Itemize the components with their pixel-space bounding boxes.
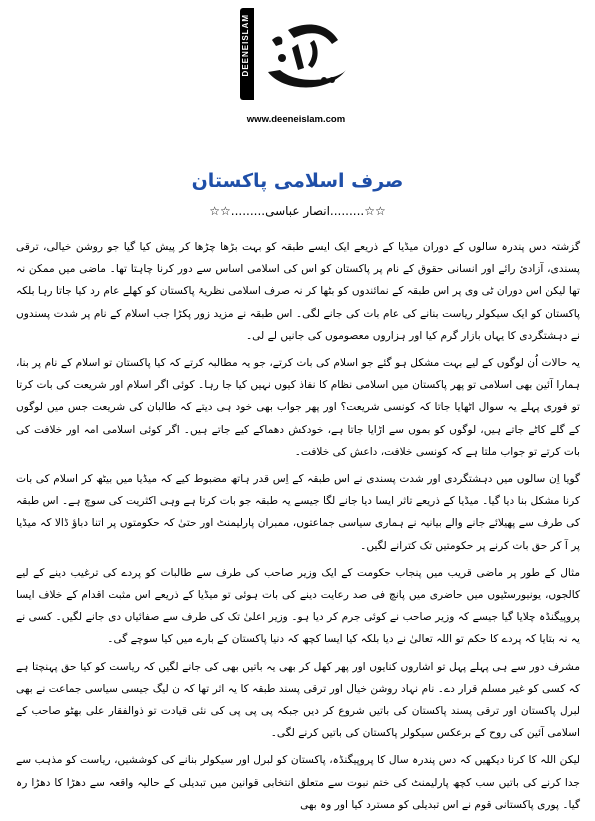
- article-body: [16, 236, 580, 821]
- calligraphy-logo-icon: [258, 10, 353, 100]
- paragraph: گزشتہ دس پندرہ سالوں کے دوران میڈیا کے ذریعے ایک ایسے طبقہ کو بہت بڑھا چڑھا کر پیش کیا گیا جو روشن خیالی، ترقی پسندی، آزادئ رائے اور انسانی حقوق کے نام پر پاکستان کو اس کی اسلامی اساس سے دور کرنا چاہتا تھا۔ ماضی میں ممکن نہ تھا لیکن اس دوران ٹی وی پر اس طبقہ کے نمائندوں کو بٹھا کر نہ صرف اسلامی نظریۂ پاکستان کو کھلے عام رد کیا جاتا رہا بلکہ پاکستان کو ایک سیکولر ریاست بنانے کی عام بات کی جانے لگی۔ اس طبقہ نے مزید زور پکڑا جب اسلام کے نام پر شدت پسندوں نے دہشتگردی کا یہاں بازار گرم کیا اور ہزاروں معصوموں کی جانیں لے لی۔: [16, 241, 580, 342]
- site-url[interactable]: www.deeneislam.com: [246, 114, 346, 125]
- article-title: صرف اسلامی پاکستان: [191, 170, 404, 192]
- paragraph: مثال کے طور پر ماضی قریب میں پنجاب حکومت کے ایک وزیر صاحب کی طرف سے طالبات کو پردے کی ترغیب دینے کے لیے کالجوں، یونیورسٹیوں میں حاضری میں پانچ فی صد رعایت دینے کی بات ہوئی تو میڈیا کے ذریعے اس مثبت اقدام کے خلاف ایسا پروپیگنڈہ چلایا گیا جیسے کہ وزیر صاحب نے کوئی جرم کر دیا ہو۔ وزیر اعلیٰ تک کی طرف سے صفائیاں دی جانے لگیں۔ کسی نے یہ نہ بتایا کہ پردے کا حکم تو اللہ تعالیٰ نے دیا بلکہ کیا ایسا کچھ کہ دنیا پاکستان کے بارے میں کیا سوچے گی۔: [16, 566, 580, 646]
- paragraph: یہ حالات اُن لوگوں کے لیے بہت مشکل ہو گئے جو اسلام کی بات کرتے، جو یہ مطالبہ کرتے کہ کیا پاکستان تو اسلام کے نام پر بنا، ہمارا آئین بھی اسلامی تو پھر پاکستان میں اسلامی نظام کا نفاذ کیوں نہیں کیا جا رہا۔ کوئی اگر اسلام اور شریعت کی بات کرتا تو فوری پہلے یہ سوال اٹھایا جاتا کہ کونسی شریعت؟ اور پھر جواب بھی خود ہی دیتے کہ طالبان کی شریعت جس میں لوگوں کے گلے کاٹے جاتے ہیں، لوگوں کو بموں سے اڑایا جاتا ہے، خودکش دھماکے کیے جاتے ہیں۔ اگر کوئی اسلامی امہ اور خلافت کی بات کرتے تو جواب ملتا ہے کہ کونسی خلافت، داعش کی خلافت۔: [16, 357, 580, 458]
- paragraph: لیکن اللہ کا کرنا دیکھیں کہ دس پندرہ سال کا پروپیگنڈہ، پاکستان کو لبرل اور سیکولر بنانے کی کوششیں، ریاست کو مذہب سے جدا کرنے کی باتیں سب کچھ پارلیمنٹ کی ختم نبوت سے متعلق انتخابی قوانین میں تبدیلی کے حالیہ واقعہ سے دھڑا کا دھڑا رہ گیا۔ پوری پاکستانی قوم نے اس تبدیلی کو مسترد کیا اور وہ بھی: [16, 754, 580, 811]
- logo-side-bar: [240, 8, 254, 100]
- article-author: ☆☆.........انصار عباسی.........☆☆: [209, 204, 386, 218]
- brand-vertical-text: DEENEISLAM: [241, 14, 250, 77]
- site-logo[interactable]: [240, 8, 355, 125]
- paragraph: مشرف دور سے ہی پہلے پہل تو اشاروں کنایوں اور پھر کھل کر بھی یہ باتیں بھی کی جانے لگیں کہ ریاست کو کیا حق پہنچتا ہے کہ کسی کو غیر مسلم قرار دے۔ نام نہاد روشن خیال اور ترقی پسند طبقہ کا یہ اثر تھا کہ ن لیگ جیسی سیاسی جماعت نے بھی لبرل پاکستان اور ترقی پسند پاکستان کی باتیں شروع کر دیں جبکہ پی پی پی کی نئی قیادت تو ذوالفقار علی بھٹو صاحب کے اسلامی آئین کی روح کے برعکس سیکولر پاکستان کی باتیں کرنے لگی۔: [16, 660, 580, 740]
- paragraph: گویا اِن سالوں میں دہشتگردی اور شدت پسندی نے اس طبقہ کے اِس قدر ہاتھ مضبوط کیے کہ میڈیا میں بیٹھ کر اسلام کی بات کرنا مشکل بنا دیا گیا۔ میڈیا کے ذریعے تاثر ایسا دیا جانے لگا جیسے یہ طبقہ جو بات کرتا ہے وہی اکثریت کی سوچ ہے۔ اس طبقہ کی طرف سے پھیلائے جانے والے بیانیہ نے ہماری سیاسی جماعتوں، ممبران پارلیمنٹ اور حتیٰ کہ حکومتوں پر اتنا دباؤ ڈالا کہ میڈیا پر آ کر حق بات کرنے پر حکومتیں تک کترانے لگیں۔: [16, 473, 580, 552]
